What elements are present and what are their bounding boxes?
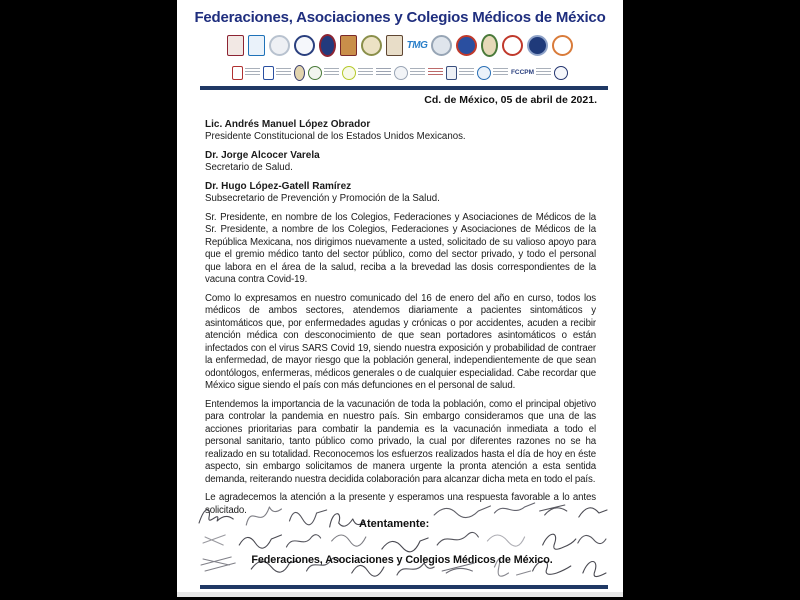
logo-faint-grey-crest xyxy=(269,35,290,56)
logo-navy-eagle-double-ring xyxy=(554,66,568,80)
logo-navy-ring-seal xyxy=(294,35,315,56)
signatures-image xyxy=(191,501,613,585)
logo-row-bottom xyxy=(177,62,623,83)
paragraph: Le agradecemos la atención a la presente y esperamos una respuesta favorable a lo antes solicitado. xyxy=(205,492,596,516)
logo-person-figure-plaque xyxy=(446,66,474,80)
recipients-block xyxy=(205,119,596,206)
logo-navy-oval-shield xyxy=(319,34,336,57)
paragraph: Entendemos la importancia de la vacunación de toda la población, como el principal objetivo para controlar la pandemia en nuestro país. Sin embargo consideramos que una de las acciones prioritarias para combatir la pandemia es la vacunación inmediata a todo el personal sanitario, tanto público como privado, la cual por diferentes razones no se ha realizado en su totalidad. Reconocemos los esfuerzos realizados hasta el día de hoy en éste aspecto, sin embargo solicitamos de manera urgente la pronta atención a esta sentida demanda, reiterando nuestra decidida colaboración para alcanzar dicha meta en todo el país. xyxy=(205,398,596,485)
logo-grey-mexico-map-emblem xyxy=(431,35,452,56)
logo-tmg-letters-logo: TMG xyxy=(406,39,428,51)
recipient-role: Secretario de Salud. xyxy=(205,162,293,173)
logo-navy-disc-seal xyxy=(527,35,548,56)
date-line: Cd. de México, 05 de abril de 2021. xyxy=(424,93,597,106)
logo-row-top xyxy=(177,31,623,59)
logo-orange-lungs-circle xyxy=(552,35,573,56)
closing-atentamente: Atentamente: xyxy=(359,518,430,530)
logo-blue-animal-circle xyxy=(477,66,508,80)
letter-page xyxy=(177,0,623,597)
paragraph: Sr. Presidente, en nombre de los Colegios, Federaciones y Asociaciones de Médicos de la Sr. Presidente, a nombre de los Colegios, Federaciones y Asociaciones de Médicos de la República Mexicana, nos dirigimos nuevamente a usted, solicitado de su valioso apoyo para que el gremio médico tanto del sector público, como del sector privado, y todo el personal que labora en el área de la salud, reciba a la brevedad las dosis correspondientes de la vacuna contra Covid-19. xyxy=(205,211,596,285)
letter-title: Federaciones, Asociaciones y Colegios Médicos de México xyxy=(194,9,606,26)
header-rule xyxy=(200,86,608,90)
logo-virgin-figure-oval xyxy=(294,65,305,81)
recipient-role: Subsecretario de Prevención y Promoción de la Salud. xyxy=(205,193,440,204)
logo-concentric-rings-emblem xyxy=(342,66,373,80)
logo-hourglass-red-emblem xyxy=(227,35,244,56)
logo-clock-red-cross-circle xyxy=(502,35,523,56)
logo-red-letters-text-logo xyxy=(428,68,443,77)
recipient-name: Dr. Hugo López-Gatell Ramírez xyxy=(205,180,352,192)
logo-fccpm-arc-logo: FCCPM xyxy=(511,68,551,77)
logo-small-text-lines-logo xyxy=(376,68,391,77)
logo-red-flag-text-emblem xyxy=(232,66,260,80)
logo-grey-circle-seal xyxy=(394,66,425,80)
logo-blue-wave-medicine-emblem xyxy=(248,35,265,56)
signatures-section xyxy=(191,517,613,585)
recipient xyxy=(205,181,596,206)
logo-blue-globe-red-dots-seal xyxy=(456,35,477,56)
logo-brown-codex-plaque xyxy=(386,35,403,56)
recipient-role: Presidente Constitucional de los Estados Unidos Mexicanos. xyxy=(205,131,466,142)
recipient-name: Dr. Jorge Alcocer Varela xyxy=(205,149,320,161)
footer-rule xyxy=(200,585,608,589)
recipient-name: Lic. Andrés Manuel López Obrador xyxy=(205,118,371,130)
logo-beige-mexico-map-circle xyxy=(361,35,382,56)
logo-navy-crest-text-emblem xyxy=(263,66,291,80)
paragraph: Como lo expresamos en nuestro comunicado del 16 de enero del año en curso, todos los médicos de ambos sectores, atendemos diariamente a pacientes sintomáticos y asintomáticos que, por enfermedades agudas y crónicas o por accidentes, acuden a recibir atención médica con desconocimiento de que sean portadores asintomáticos o están infectados con el virus SARS Covid 19, siendo nuestra exposición y probabilidad de contraer la enfermedad, de mayor riesgo que la población general, independientemente de que sean odontólogos, enfermeras, médicos generales o de cualquier especialidad. Cabe recordar que México sigue siendo el país con más defunciones en el personal de salud. xyxy=(205,292,596,391)
logo-green-wreath-seal xyxy=(308,66,339,80)
signature-org-line: Federaciones, Asociaciones y Colegios Médicos de México. xyxy=(251,554,553,566)
logo-tan-oval-crest xyxy=(481,34,498,57)
recipient xyxy=(205,119,596,144)
recipient xyxy=(205,150,596,175)
logo-aztec-totem-emblem xyxy=(340,35,357,56)
